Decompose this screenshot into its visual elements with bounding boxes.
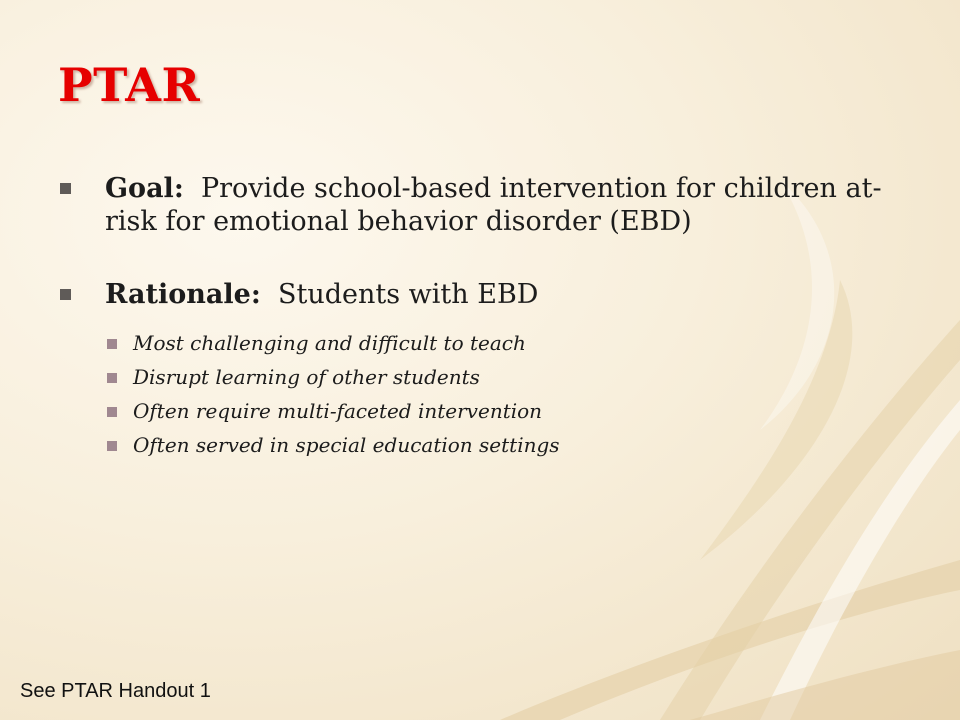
bullet-rationale-label: Rationale: (105, 279, 261, 310)
sub-bullet-item (107, 329, 900, 363)
sub-bullet-list (107, 329, 900, 465)
sub-bullet-text: Most challenging and difficult to teach (133, 331, 526, 355)
sub-bullet-item (107, 397, 900, 431)
bullet-square-icon (60, 289, 71, 300)
sub-bullet-item (107, 431, 900, 465)
sub-bullet-text: Disrupt learning of other students (133, 365, 480, 389)
bullet-goal-text: Provide school-based intervention for children at-risk for emotional behavior disorder (EBD) (105, 173, 882, 237)
sub-bullet-item (107, 363, 900, 397)
sub-bullet-square-icon (107, 407, 117, 417)
slide-title: PTAR (58, 58, 201, 112)
sub-bullet-square-icon (107, 339, 117, 349)
bullet-list (60, 172, 900, 465)
bullet-rationale (60, 278, 900, 311)
sub-bullet-text: Often require multi-faceted intervention (133, 399, 543, 423)
sub-bullet-text: Often served in special education settings (133, 433, 560, 457)
bullet-goal (60, 172, 900, 238)
bullet-goal-label: Goal: (105, 173, 184, 204)
bullet-square-icon (60, 183, 71, 194)
sub-bullet-square-icon (107, 441, 117, 451)
bullet-rationale-text: Students with EBD (278, 279, 539, 310)
sub-bullet-square-icon (107, 373, 117, 383)
handout-reference: See PTAR Handout 1 (20, 680, 211, 702)
